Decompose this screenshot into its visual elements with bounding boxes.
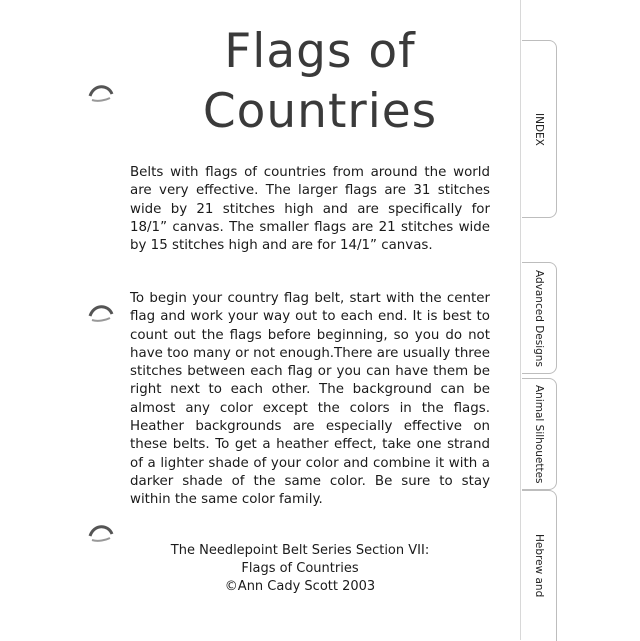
tab-label: Hebrew and bbox=[533, 534, 545, 598]
tab-label: Animal Silhouettes bbox=[533, 384, 545, 484]
binder-ring-icon bbox=[88, 522, 114, 544]
instructions-paragraph: To begin your country flag belt, start with the center flag and work your way out to each end. It is best to count out the flags before beginning, so you do not have too many or not enough.There are usually three stitches between each flag or you can have them be right next to each other. The background can be almost any color except the colors in the flags. Heather backgrounds are especially effective on these belts. To get a heather effect, take one strand of a lighter shade of your color and combine it with a darker shade of the same color. Be sure to stay within the same color family. bbox=[130, 291, 490, 508]
section-tabs bbox=[516, 0, 640, 640]
tab-index[interactable] bbox=[522, 40, 557, 218]
binder-ring-icon bbox=[88, 302, 114, 324]
title-line-1: Flags of bbox=[224, 24, 416, 79]
tab-divider bbox=[520, 0, 521, 640]
tab-label: INDEX bbox=[533, 112, 545, 146]
footer-series: The Needlepoint Belt Series Section VII: bbox=[170, 543, 430, 558]
footer-section: Flags of Countries bbox=[241, 561, 359, 576]
binder-ring-icon bbox=[88, 82, 114, 104]
footer-credits bbox=[140, 542, 460, 596]
tab-animal-silhouettes[interactable] bbox=[522, 378, 557, 490]
footer-copyright: ©Ann Cady Scott 2003 bbox=[224, 579, 376, 594]
tab-advanced-designs[interactable] bbox=[522, 262, 557, 374]
intro-paragraph: Belts with flags of countries from around the world are very effective. The larger flags are 31 stitches wide by 21 stitches high and are specifically for 18/1” canvas. The smaller flags are 21 stitches wide by 15 stitches high and are for 14/1” canvas. bbox=[130, 165, 490, 254]
tab-label: Advanced Designs bbox=[533, 269, 545, 367]
tab-hebrew-and[interactable] bbox=[522, 490, 557, 641]
title-line-2: Countries bbox=[202, 84, 438, 139]
page-title bbox=[120, 22, 520, 142]
